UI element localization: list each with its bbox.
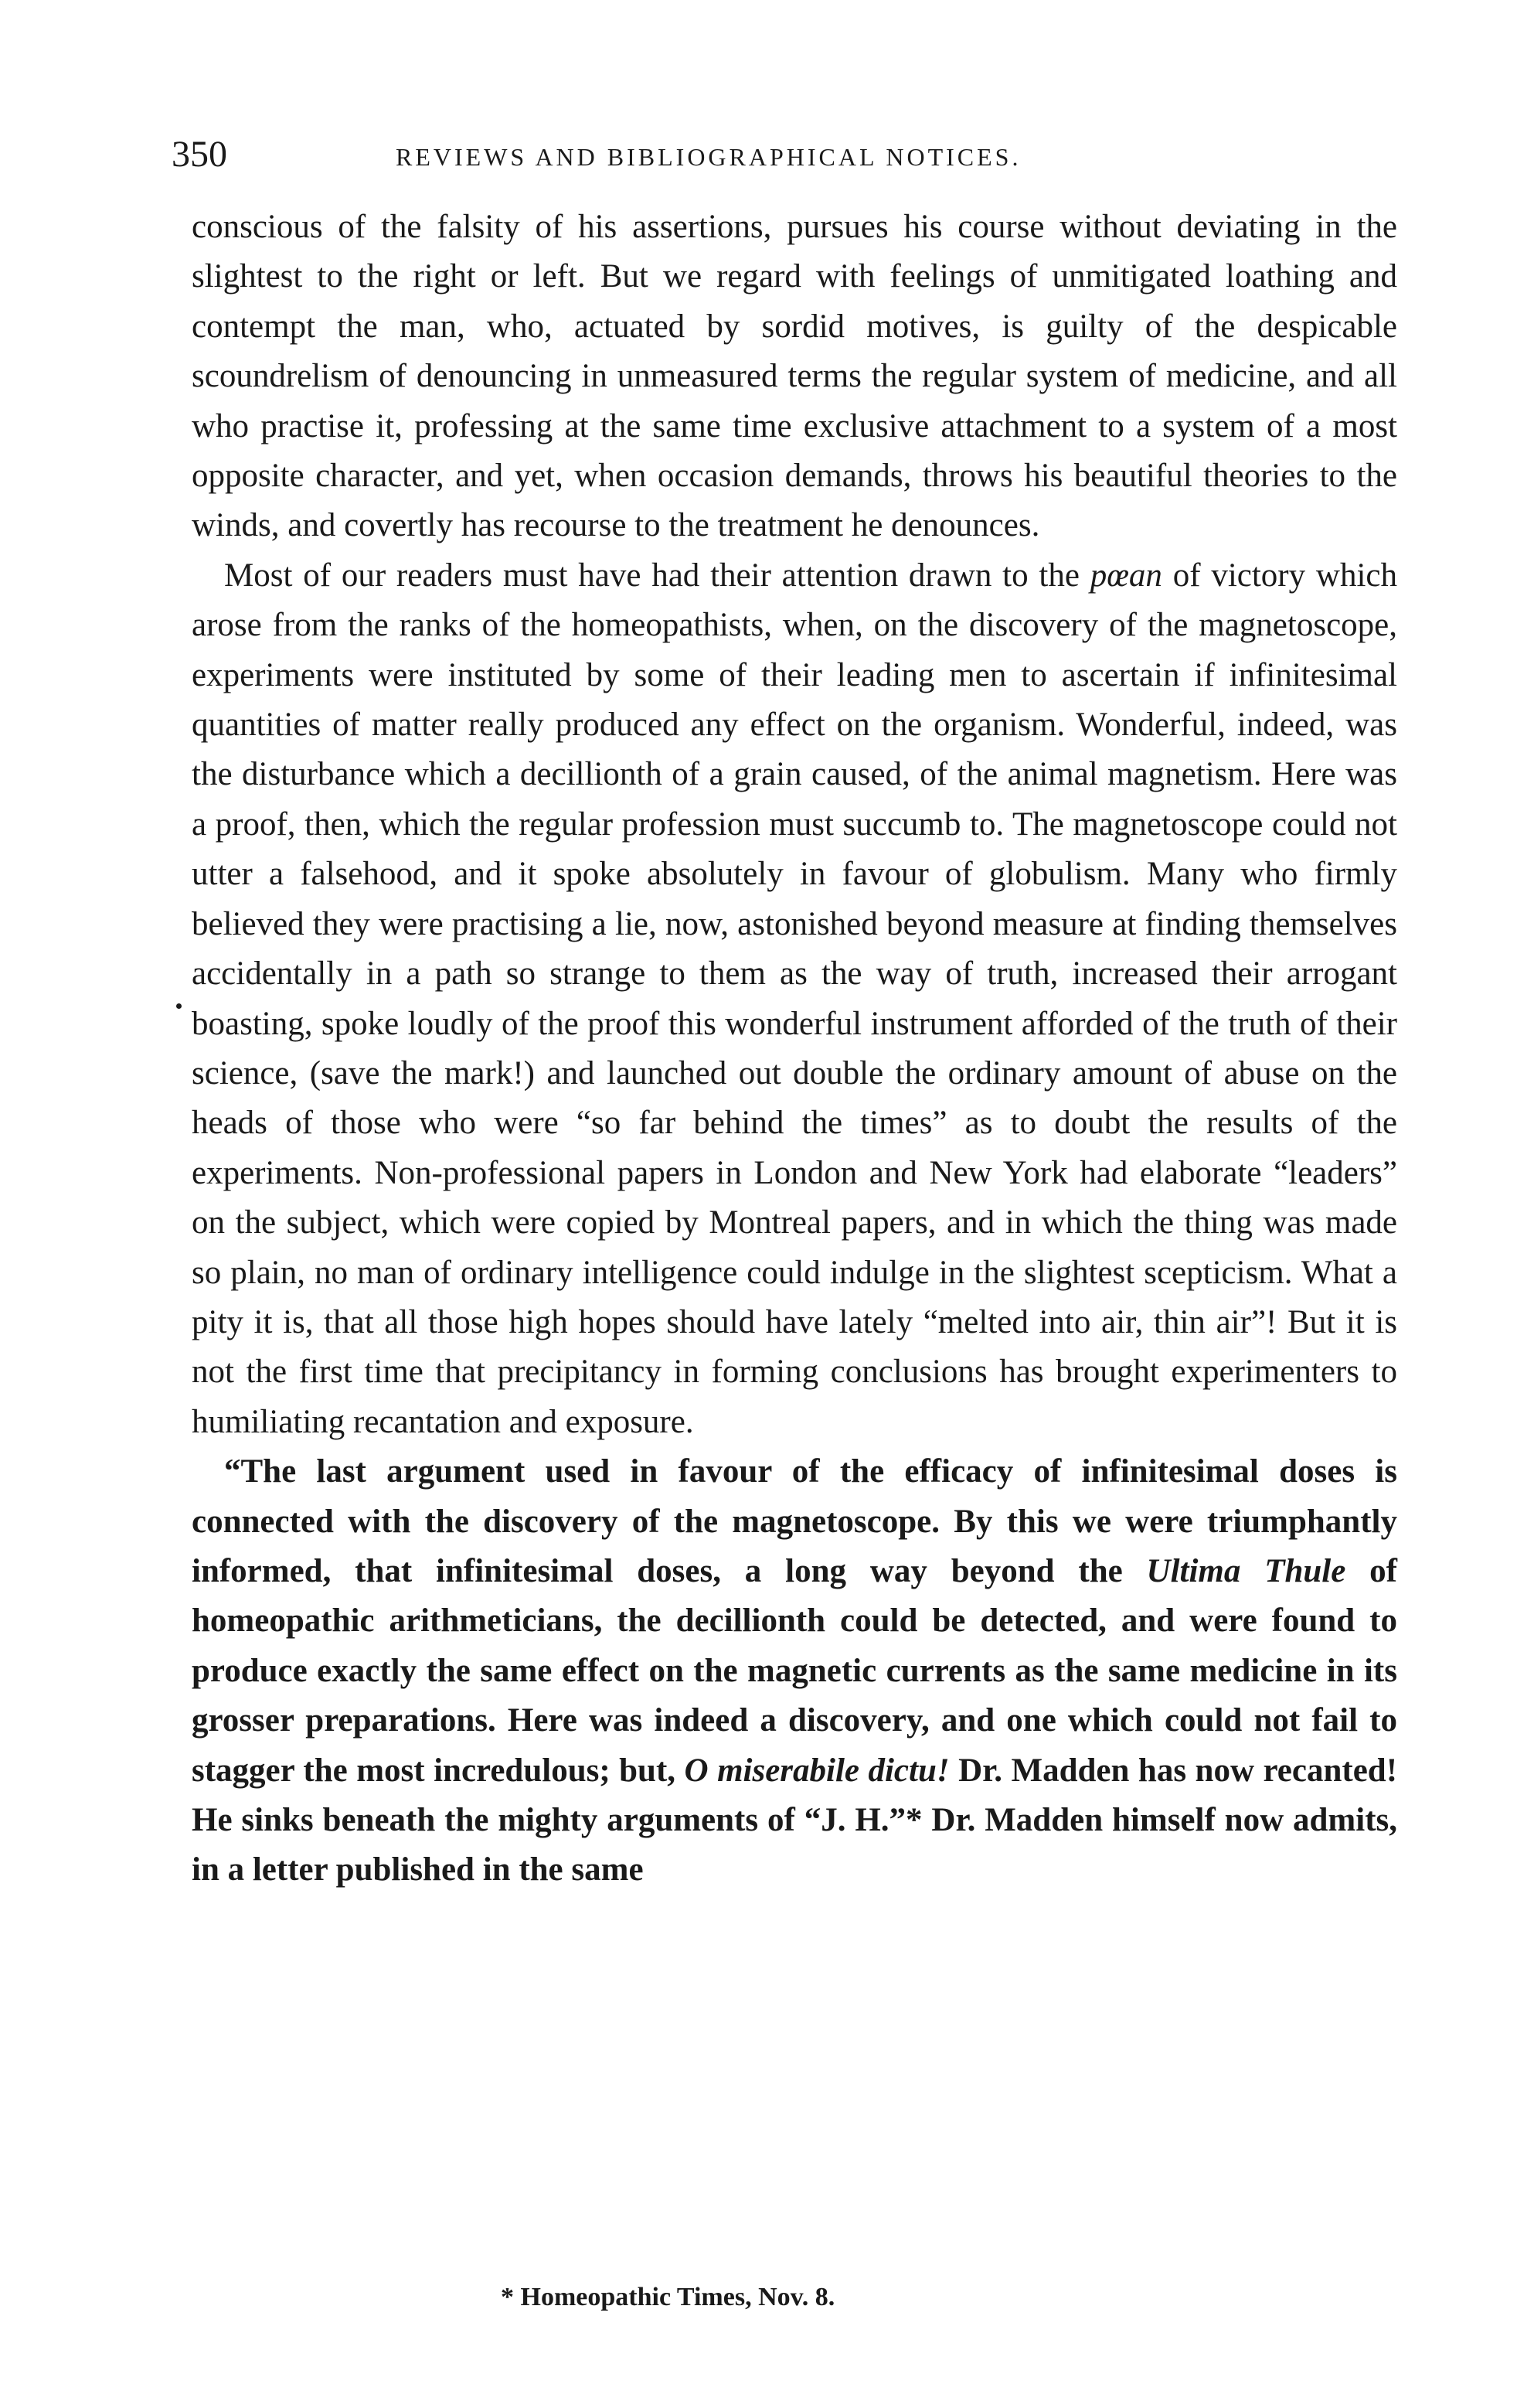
paragraph-3-text-a: “The last argument used in favour of the efficacy of infinitesimal doses is connected with the discovery of the magnetoscope. By this we were triumphantly informed, that infinitesimal doses, a long way beyond the bbox=[192, 1453, 1397, 1589]
body-text bbox=[192, 203, 1397, 1895]
paragraph-3-text-c: Dr. Madden has now recanted! He sinks beneath the mighty arguments of “J. H.”* Dr. Madden himself now admits, in a letter published in the same bbox=[192, 1752, 1398, 1889]
running-head bbox=[172, 133, 1400, 179]
page-number: 350 bbox=[172, 134, 227, 175]
paragraph-3-text-b: of homeopathic arithmeticians, the decillionth could be detected, and were found to produce exactly the same effect on the magnetic currents as the same medicine in its grosser preparations. Here was indeed a discovery, and one which could not fail to stagger the most incredulous; but, bbox=[192, 1552, 1397, 1789]
stray-ink-dot bbox=[176, 1003, 182, 1009]
paragraph-3-italic-ultima-thule: Ultima Thule bbox=[1146, 1552, 1346, 1589]
footnote: * Homeopathic Times, Nov. 8. bbox=[501, 2283, 835, 2311]
paragraph-2 bbox=[192, 551, 1397, 1447]
paragraph-2-text-a: Most of our readers must have had their attention drawn to the bbox=[224, 557, 1090, 594]
paragraph-3-italic-miserabile: O miserabile dictu! bbox=[684, 1752, 950, 1789]
paragraph-2-text-b: of victory which arose from the ranks of the homeopathists, when, on the discovery of the magnetoscope, experiments were instituted by some of their leading men to ascertain if infinitesimal quantities of matter really produced any effect on the organism. Wonderful, indeed, was the disturbance which a decillionth of a grain caused, of the animal magnetism. Here was a proof, then, which the regular profession must succumb to. The magnetoscope could not utter a falsehood, and it spoke absolutely in favour of globulism. Many who firmly believed they were practising a lie, now, astonished beyond measure at finding themselves accidentally in a path so strange to them as the way of truth, increased their arrogant boasting, spoke loudly of the proof this wonderful instrument afforded of the truth of their science, (save the mark!) and launched out double the ordinary amount of abuse on the heads of those who were “so far behind the times” as to doubt the results of the experiments. Non-professional papers in London and New York had elaborate “leaders” on the subject, which were copied by Montreal papers, and in which the thing was made so plain, no man of ordinary intelligence could indulge in the slightest scepticism. What a pity it is, that all those high hopes should have lately “melted into air, thin air”! But it is not the first time that precipitancy in forming conclusions has brought experimenters to humiliating recantation and exposure. bbox=[192, 557, 1397, 1440]
paragraph-2-italic-paean: pœan bbox=[1090, 557, 1162, 594]
running-head-title: REVIEWS AND BIBLIOGRAPHICAL NOTICES. bbox=[396, 143, 1022, 171]
paragraph-1: conscious of the falsity of his assertions, pursues his course without deviating in the slightest to the right or left. But we regard with feelings of unmitigated loathing and contempt the man, who, actuated by sordid motives, is guilty of the despicable scoundrelism of denouncing in unmeasured terms the regular system of medicine, and all who practise it, professing at the same time exclusive attachment to a system of a most opposite character, and yet, when occasion demands, throws his beautiful theories to the winds, and covertly has recourse to the treatment he denounces. bbox=[192, 209, 1397, 544]
paragraph-3-quotation bbox=[192, 1447, 1397, 1895]
